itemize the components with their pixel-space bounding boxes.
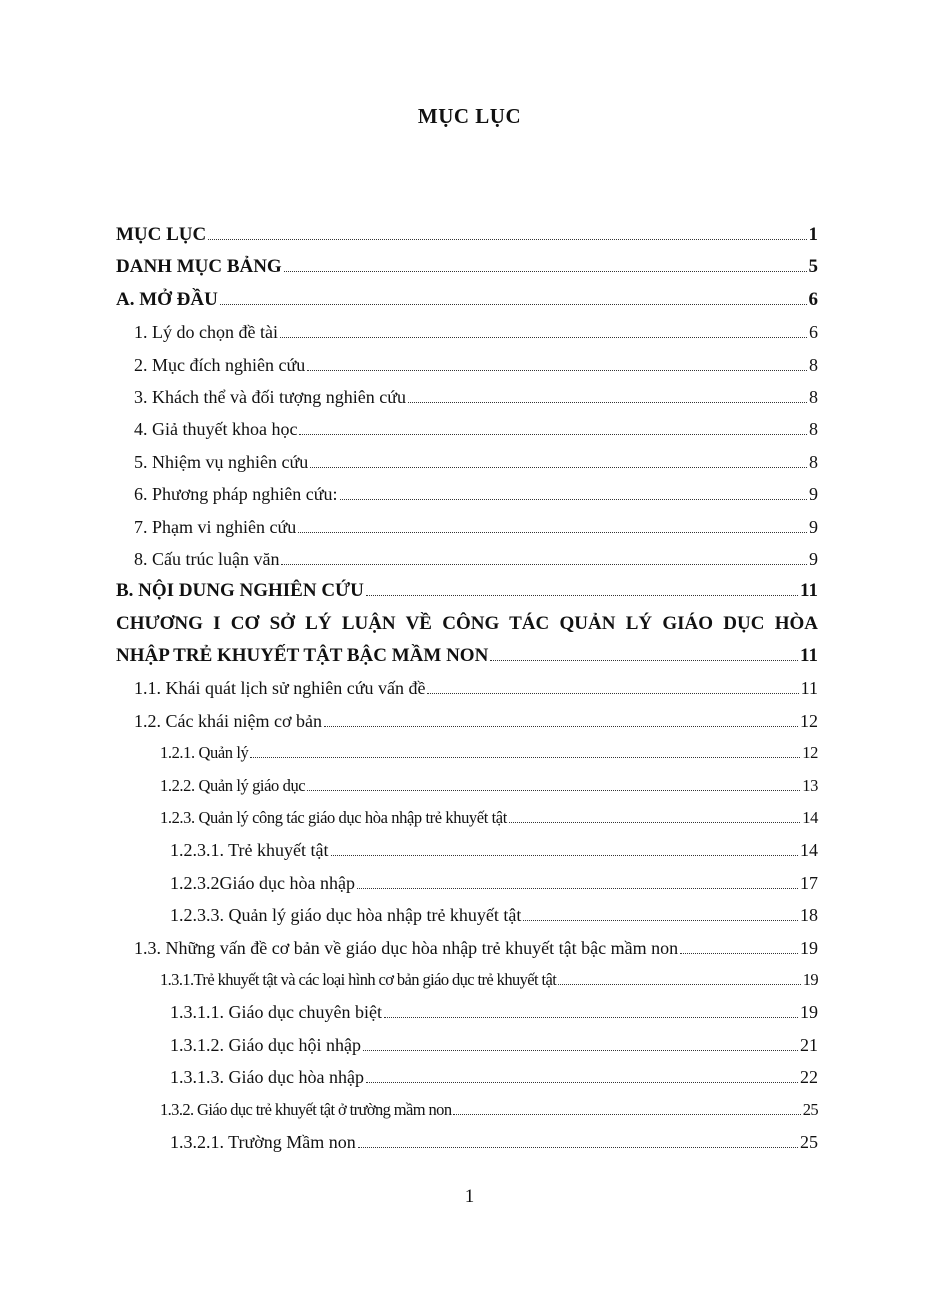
toc-entry[interactable] — [116, 1061, 818, 1093]
toc-leader-dots — [250, 757, 800, 758]
toc-entry[interactable] — [116, 932, 818, 964]
toc-entry-page: 19 — [802, 969, 818, 989]
toc-entry[interactable] — [116, 381, 818, 413]
toc-entry-label: B. NỘI DUNG NGHIÊN CỨU — [116, 580, 364, 602]
toc-leader-dots — [523, 920, 798, 921]
toc-entry[interactable] — [116, 964, 818, 996]
toc-chapter-heading-line[interactable]: CHƯƠNG I CƠ SỞ LÝ LUẬN VỀ CÔNG TÁC QUẢN LÝ GIÁO DỤC HÒA — [116, 612, 818, 634]
table-of-contents — [116, 219, 818, 1158]
toc-entry-label: DANH MỤC BẢNG — [116, 256, 282, 278]
toc-leader-dots — [366, 595, 798, 596]
toc-entry-label: 8. Cấu trúc luận văn — [134, 548, 280, 569]
toc-entry-page: 8 — [809, 419, 818, 440]
toc-leader-dots — [680, 953, 798, 954]
toc-entry-page: 12 — [802, 743, 818, 763]
toc-entry[interactable] — [116, 802, 818, 834]
toc-leader-dots — [324, 726, 798, 727]
toc-entry-page: 6 — [809, 322, 818, 343]
toc-entry-label: 6. Phương pháp nghiên cứu: — [134, 484, 338, 505]
toc-leader-dots — [384, 1017, 798, 1018]
toc-leader-dots — [208, 239, 806, 240]
toc-entry[interactable] — [116, 1126, 818, 1158]
toc-entry-page: 11 — [800, 580, 818, 602]
toc-entry-label: 1.2. Các khái niệm cơ bản — [134, 710, 322, 731]
toc-entry-page: 13 — [802, 775, 818, 795]
toc-leader-dots — [509, 822, 800, 823]
toc-entry[interactable] — [116, 284, 818, 316]
toc-entry-page: 9 — [809, 516, 818, 537]
toc-entry-page: 9 — [809, 484, 818, 505]
toc-leader-dots — [453, 1114, 800, 1115]
toc-entry-label: 1.2.3.2Giáo dục hòa nhập — [170, 872, 355, 893]
toc-entry-label: 1.3. Những vấn đề cơ bản về giáo dục hòa nhập trẻ khuyết tật bậc mầm non — [134, 937, 679, 958]
toc-leader-dots — [299, 434, 807, 435]
toc-entry[interactable] — [116, 834, 818, 866]
toc-entry-page: 14 — [800, 840, 818, 861]
toc-leader-dots — [307, 790, 800, 791]
toc-entry-label: 1.3.1.1. Giáo dục chuyên biệt — [170, 1002, 382, 1023]
toc-entry-label: 1.3.1.2. Giáo dục hội nhập — [170, 1034, 361, 1055]
toc-entry[interactable] — [116, 219, 818, 251]
page-number: 1 — [464, 1186, 475, 1207]
toc-entry[interactable] — [116, 543, 818, 575]
toc-entry-label: 1.2.1. Quản lý — [160, 743, 249, 763]
toc-entry-page: 19 — [800, 1002, 818, 1023]
toc-entry-page: 14 — [802, 808, 818, 828]
toc-leader-dots — [366, 1082, 798, 1083]
toc-entry[interactable] — [116, 251, 818, 283]
toc-entry-page: 21 — [800, 1034, 818, 1055]
toc-entry[interactable] — [116, 511, 818, 543]
toc-entry-page: 11 — [800, 678, 818, 699]
toc-entry-page: 25 — [800, 1131, 818, 1152]
toc-leader-dots — [280, 337, 807, 338]
toc-entry[interactable] — [116, 640, 818, 672]
toc-entry-label: 3. Khách thể và đối tượng nghiên cứu — [134, 386, 406, 407]
toc-entry-label: MỤC LỤC — [116, 224, 207, 245]
toc-entry-page: 1 — [808, 224, 818, 245]
toc-entry[interactable] — [116, 867, 818, 899]
toc-entry-label: 1.2.3. Quản lý công tác giáo dục hòa nhập trẻ khuyết tật — [160, 808, 507, 828]
toc-entry[interactable] — [116, 316, 818, 348]
toc-entry-page: 9 — [809, 548, 818, 569]
toc-entry[interactable] — [116, 1094, 818, 1126]
toc-entry[interactable] — [116, 770, 818, 802]
toc-entry[interactable] — [116, 705, 818, 737]
toc-entry-page: 17 — [800, 872, 818, 893]
toc-leader-dots — [340, 499, 807, 500]
toc-entry-page: 8 — [809, 386, 818, 407]
toc-leader-dots — [281, 564, 807, 565]
toc-entry-label: 1.3.1.Trẻ khuyết tật và các loại hình cơ bản giáo dục trẻ khuyết tật — [160, 969, 557, 989]
toc-leader-dots — [220, 304, 807, 305]
page-title: MỤC LỤC — [417, 104, 522, 128]
toc-entry-page: 12 — [800, 710, 818, 731]
toc-leader-dots — [408, 402, 807, 403]
toc-entry[interactable] — [116, 672, 818, 704]
toc-entry-label: 1.2.3.1. Trẻ khuyết tật — [170, 840, 329, 861]
toc-entry-page: 19 — [800, 937, 818, 958]
toc-entry-label: 1.1. Khái quát lịch sử nghiên cứu vấn đề — [134, 678, 426, 699]
toc-leader-dots — [284, 271, 807, 272]
toc-entry[interactable] — [116, 899, 818, 931]
toc-entry-page: 11 — [800, 645, 818, 667]
toc-leader-dots — [298, 532, 807, 533]
toc-entry-label: 1.3.2.1. Trường Mầm non — [170, 1131, 356, 1152]
toc-entry-label: 2. Mục đích nghiên cứu — [134, 354, 306, 375]
toc-entry-label: 1.3.2. Giáo dục trẻ khuyết tật ở trường mầm non — [160, 1099, 452, 1119]
toc-entry[interactable] — [116, 413, 818, 445]
toc-entry-label: 1.2.3.3. Quản lý giáo dục hòa nhập trẻ khuyết tật — [170, 905, 522, 926]
toc-entry-page: 8 — [809, 451, 818, 472]
toc-entry-page: 22 — [800, 1067, 818, 1088]
toc-entry-label: 1.2.2. Quản lý giáo dục — [160, 775, 306, 795]
toc-entry-page: 25 — [802, 1099, 818, 1119]
toc-entry[interactable] — [116, 575, 818, 607]
toc-entry-label: 1.3.1.3. Giáo dục hòa nhập — [170, 1067, 364, 1088]
toc-leader-dots — [427, 693, 798, 694]
toc-entry-label: A. MỞ ĐẦU — [116, 288, 218, 310]
toc-entry-page: 6 — [808, 288, 818, 310]
toc-leader-dots — [363, 1050, 798, 1051]
toc-leader-dots — [558, 984, 800, 985]
toc-entry-label: NHẬP TRẺ KHUYẾT TẬT BẬC MẦM NON — [116, 645, 489, 667]
toc-entry-label: 5. Nhiệm vụ nghiên cứu — [134, 451, 309, 472]
toc-entry-label: 4. Giả thuyết khoa học — [134, 419, 298, 440]
toc-leader-dots — [310, 467, 807, 468]
toc-entry-label: 7. Phạm vi nghiên cứu — [134, 516, 297, 537]
toc-entry-page: 18 — [800, 905, 818, 926]
toc-entry[interactable] — [116, 737, 818, 769]
toc-leader-dots — [307, 370, 807, 371]
toc-leader-dots — [357, 888, 798, 889]
toc-leader-dots — [490, 660, 798, 661]
toc-entry[interactable] — [116, 478, 818, 510]
toc-entry-page: 8 — [809, 354, 818, 375]
toc-entry[interactable] — [116, 349, 818, 381]
toc-leader-dots — [331, 855, 798, 856]
toc-entry[interactable] — [116, 996, 818, 1028]
toc-entry[interactable] — [116, 446, 818, 478]
toc-entry-label: 1. Lý do chọn đề tài — [134, 322, 278, 343]
toc-entry[interactable] — [116, 1029, 818, 1061]
toc-entry-page: 5 — [808, 256, 818, 278]
toc-leader-dots — [358, 1147, 798, 1148]
